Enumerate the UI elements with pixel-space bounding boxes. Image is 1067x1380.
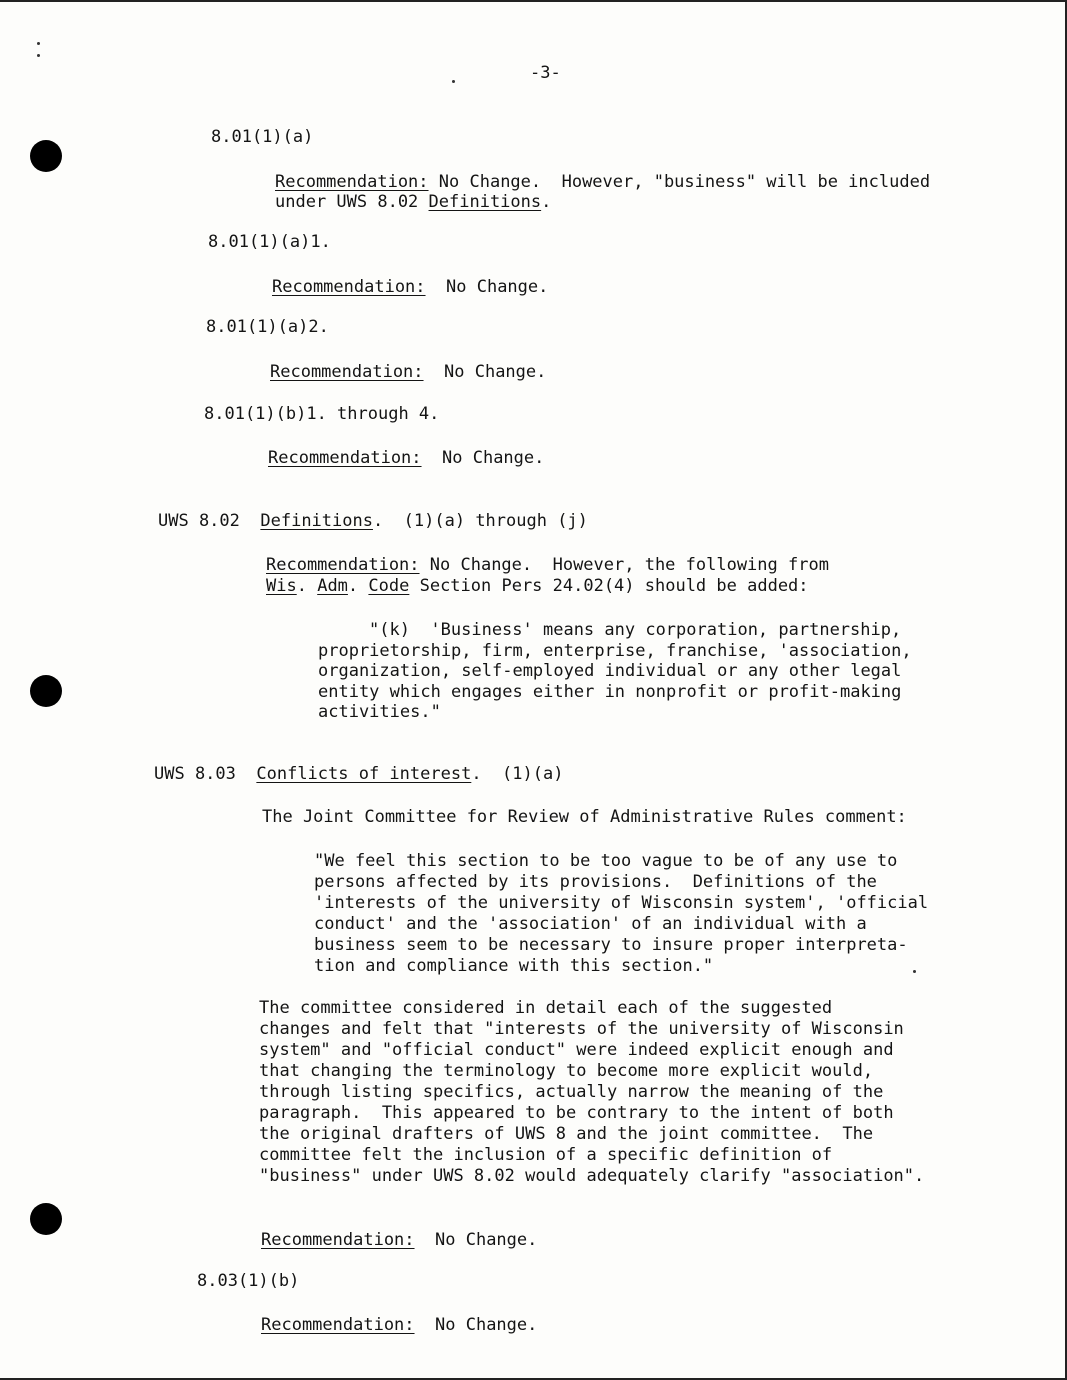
quote-line: business seem to be necessary to insure proper interpreta-	[314, 935, 908, 955]
recommendation-label: Recommendation:	[268, 448, 422, 468]
section-heading	[158, 511, 588, 532]
quote-line: 'interests of the university of Wisconsin system', 'official	[314, 893, 929, 913]
paragraph-line: changes and felt that "interests of the university of Wisconsin	[259, 1019, 904, 1039]
recommendation-text: .	[541, 192, 552, 212]
intro-line: The Joint Committee for Review of Administrative Rules comment:	[262, 807, 907, 827]
quote-line: persons affected by its provisions. Definitions of the	[314, 872, 877, 892]
recommendation-label: Recommendation:	[272, 277, 426, 297]
section-heading: 8.01(1)(a)1.	[208, 232, 331, 252]
section-title: Definitions	[260, 511, 373, 531]
recommendation-label: Recommendation:	[261, 1230, 415, 1250]
paragraph-line: system" and "official conduct" were indeed explicit enough and	[259, 1040, 894, 1060]
recommendation-line	[268, 448, 544, 469]
quote-line: "(k) 'Business' means any corporation, partnership,	[369, 620, 902, 640]
recommendation-line	[272, 277, 548, 298]
recommendation-text: .	[347, 576, 369, 596]
section-code: UWS 8.02	[158, 511, 240, 531]
recommendation-text: No Change. However, "business" will be included	[438, 172, 931, 192]
recommendation-text: .	[296, 576, 318, 596]
paragraph-line: that changing the terminology to become more explicit would,	[259, 1061, 874, 1081]
recommendation-line	[275, 172, 930, 193]
recommendation-label: Recommendation:	[266, 555, 420, 575]
section-title-suffix: . (1)(a) through (j)	[372, 511, 588, 531]
recommendation-line	[266, 576, 809, 597]
punch-hole	[30, 1203, 62, 1235]
recommendation-text: No Change.	[435, 1315, 538, 1335]
recommendation-label: Recommendation:	[275, 172, 429, 192]
section-heading: 8.01(1)(b)1. through 4.	[204, 404, 440, 424]
page-border-top	[0, 0, 1067, 2]
recommendation-text: under UWS 8.02	[275, 192, 429, 212]
section-heading: 8.01(1)(a)	[211, 127, 314, 147]
quote-line: conduct' and the 'association' of an individual with a	[314, 914, 867, 934]
recommendation-text: No Change.	[444, 362, 547, 382]
wis-reference: Wis	[266, 576, 297, 596]
paragraph-line: through listing specifics, actually narrow the meaning of the	[259, 1082, 884, 1102]
quote-line: activities."	[318, 702, 441, 722]
page-number: -3-	[530, 63, 561, 83]
section-heading: 8.03(1)(b)	[197, 1271, 300, 1291]
section-code: UWS 8.03	[154, 764, 236, 784]
section-title-suffix: . (1)(a)	[471, 764, 564, 784]
paragraph-line: The committee considered in detail each of the suggested	[259, 998, 833, 1018]
paragraph-line: the original drafters of UWS 8 and the joint committee. The	[259, 1124, 874, 1144]
scan-speck	[37, 42, 40, 45]
paragraph-line: "business" under UWS 8.02 would adequately clarify "association".	[259, 1166, 925, 1186]
adm-reference: Adm	[317, 576, 348, 596]
recommendation-text: No Change.	[435, 1230, 538, 1250]
quote-line: "We feel this section to be too vague to be of any use to	[314, 851, 898, 871]
recommendation-text: No Change.	[446, 277, 549, 297]
recommendation-line	[275, 192, 551, 213]
recommendation-line	[261, 1230, 537, 1251]
recommendation-text: No Change. However, the following from	[429, 555, 829, 575]
recommendation-text: No Change.	[442, 448, 545, 468]
section-title: Conflicts of interest	[256, 764, 472, 784]
quote-line: entity which engages either in nonprofit or profit-making	[318, 682, 902, 702]
recommendation-line	[266, 555, 829, 576]
code-reference: Code	[368, 576, 410, 596]
recommendation-label: Recommendation:	[270, 362, 424, 382]
recommendation-label: Recommendation:	[261, 1315, 415, 1335]
scan-speck	[452, 80, 455, 83]
recommendation-text: Section Pers 24.02(4) should be added:	[409, 576, 809, 596]
definitions-reference: Definitions	[428, 192, 542, 212]
quote-line: proprietorship, firm, enterprise, franchise, 'association,	[318, 641, 912, 661]
scan-speck	[37, 54, 40, 57]
paragraph-line: committee felt the inclusion of a specific definition of	[259, 1145, 833, 1165]
section-heading: 8.01(1)(a)2.	[206, 317, 329, 337]
quote-line: tion and compliance with this section."	[314, 956, 714, 976]
punch-hole	[30, 140, 62, 172]
quote-line: organization, self-employed individual or any other legal	[318, 661, 902, 681]
scan-speck	[913, 970, 916, 973]
recommendation-line	[261, 1315, 537, 1336]
recommendation-line	[270, 362, 546, 383]
paragraph-line: paragraph. This appeared to be contrary to the intent of both	[259, 1103, 894, 1123]
punch-hole	[30, 675, 62, 707]
section-heading	[154, 764, 563, 785]
